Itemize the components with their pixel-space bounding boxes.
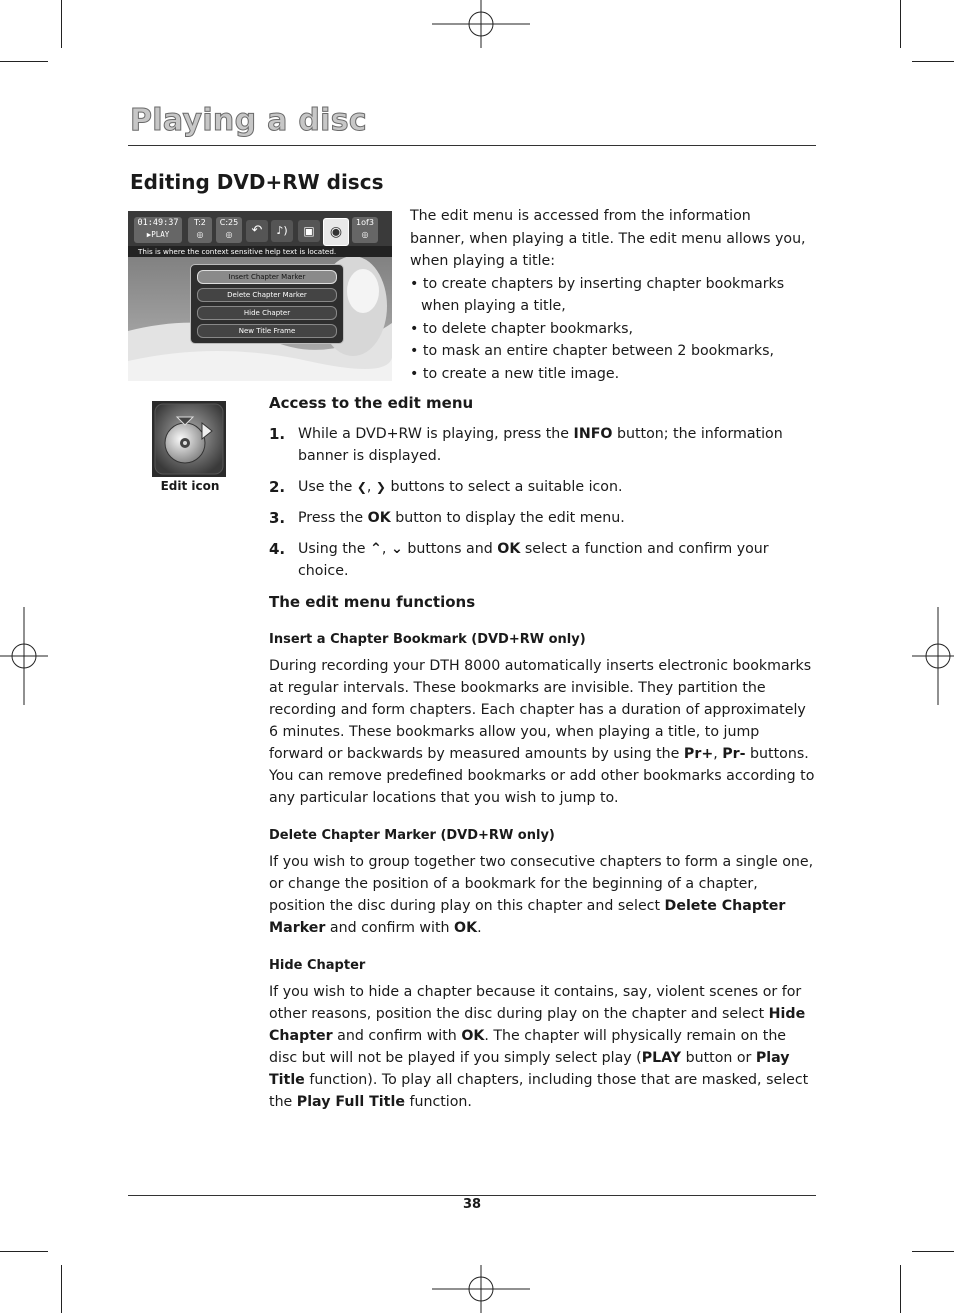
step-number: 1. bbox=[269, 425, 286, 443]
right-arrow-icon: ❯ bbox=[375, 480, 386, 494]
crop-mark bbox=[912, 61, 954, 62]
registration-mark bbox=[432, 1265, 530, 1313]
step-3 bbox=[269, 507, 817, 529]
menu-item-insert-chapter-marker[interactable]: Insert Chapter Marker bbox=[197, 270, 337, 284]
step-number: 3. bbox=[269, 509, 286, 527]
delete-paragraph: If you wish to group together two consecutive chapters to form a single one, or change the position of a bookmark for the beginning of a chapter, position the disc during play on this chapter and select Delete Chapter Marker and confirm with OK. bbox=[269, 854, 814, 936]
step-2 bbox=[269, 476, 817, 498]
up-arrow-icon: ⌃ bbox=[370, 541, 382, 557]
crop-mark bbox=[900, 1265, 901, 1313]
crop-mark bbox=[900, 0, 901, 48]
disc-icon: ◎ bbox=[361, 230, 369, 239]
screen-icon[interactable]: ▣ bbox=[298, 220, 320, 242]
hide-heading: Hide Chapter bbox=[269, 958, 366, 973]
edit-icon[interactable]: ◉ bbox=[323, 218, 349, 246]
registration-mark bbox=[432, 0, 530, 48]
time-readout: 01:49:37 ▶PLAY bbox=[134, 217, 182, 243]
menu-item-new-title-frame[interactable]: New Title Frame bbox=[197, 324, 337, 338]
step-text: While a DVD+RW is playing, press the INFO button; the information banner is displayed. bbox=[298, 426, 783, 464]
step-text: Use the ❮, ❯ buttons to select a suitable icon. bbox=[298, 479, 623, 495]
chapter-counter: C:25 ◎ bbox=[216, 217, 242, 243]
edit-icon-caption: Edit icon bbox=[160, 479, 220, 493]
access-heading: Access to the edit menu bbox=[269, 394, 474, 412]
header-rule bbox=[128, 145, 816, 146]
hide-paragraph: If you wish to hide a chapter because it contains, say, violent scenes or for other reasons, position the disc during play on the chapter and select Hide Chapter and confirm with OK. The chapter will physically remain on the disc but will not be played if you simply select play (PLAY button or Play Title function). To play all chapters, including those that are masked, select the Play Full Title function. bbox=[269, 984, 809, 1110]
help-text: This is where the context sensitive help text is located. bbox=[128, 246, 392, 257]
intro-bullet: • to delete chapter bookmarks, bbox=[410, 320, 634, 337]
audio-icon[interactable]: ♪) bbox=[271, 220, 293, 242]
edit-menu bbox=[190, 264, 344, 344]
section-heading: Editing DVD+RW discs bbox=[130, 170, 384, 194]
intro-text bbox=[410, 205, 810, 385]
footer-rule bbox=[128, 1195, 816, 1196]
down-arrow-icon: ⌄ bbox=[390, 541, 403, 557]
step-number: 2. bbox=[269, 478, 286, 496]
page-title: Playing a disc bbox=[130, 103, 367, 138]
step-1 bbox=[269, 423, 817, 467]
intro-bullet: • to create a new title image. bbox=[410, 365, 620, 382]
menu-item-delete-chapter-marker[interactable]: Delete Chapter Marker bbox=[197, 288, 337, 302]
return-icon[interactable]: ↶ bbox=[246, 220, 268, 242]
insert-heading: Insert a Chapter Bookmark (DVD+RW only) bbox=[269, 632, 586, 647]
of-counter: 1of3 ◎ bbox=[352, 217, 378, 243]
crop-mark bbox=[61, 0, 62, 48]
step-4 bbox=[269, 538, 817, 582]
edit-disc-icon bbox=[152, 401, 226, 477]
step-text: Press the OK button to display the edit menu. bbox=[298, 510, 625, 526]
disc-icon: ◎ bbox=[225, 230, 233, 239]
edit-menu-screenshot bbox=[128, 211, 392, 381]
crop-mark bbox=[0, 61, 48, 62]
crop-mark bbox=[912, 1251, 954, 1252]
functions-heading: The edit menu functions bbox=[269, 593, 476, 611]
crop-mark bbox=[0, 1251, 48, 1252]
intro-bullet: • to create chapters by inserting chapter bookmarks when playing a title, bbox=[410, 275, 785, 314]
disc-icon: ◎ bbox=[196, 230, 204, 239]
page-number: 38 bbox=[462, 1197, 482, 1212]
step-text: Using the ⌃, ⌄ buttons and OK select a function and confirm your choice. bbox=[298, 541, 769, 579]
menu-item-hide-chapter[interactable]: Hide Chapter bbox=[197, 306, 337, 320]
intro-paragraph: The edit menu is accessed from the information banner, when playing a title. The edit menu allows you, when playing a title: bbox=[410, 208, 806, 269]
title-counter: T:2 ◎ bbox=[188, 217, 212, 243]
registration-mark bbox=[912, 607, 954, 705]
info-banner bbox=[132, 215, 388, 245]
insert-paragraph: During recording your DTH 8000 automatically inserts electronic bookmarks at regular intervals. These bookmarks are invisible. They partition the recording and form chapters. Each chapter has a duration of approximately 6 minutes. These bookmarks allow you, when playing a title, to jump forward or backwards by measured amounts by using the Pr+, Pr- buttons. You can remove predefined bookmarks or add other bookmarks according to any particular locations that you wish to jump to. bbox=[269, 658, 815, 806]
registration-mark bbox=[0, 607, 48, 705]
main-content bbox=[269, 392, 817, 1113]
crop-mark bbox=[61, 1265, 62, 1313]
intro-bullet: • to mask an entire chapter between 2 bookmarks, bbox=[410, 343, 775, 359]
left-arrow-icon: ❮ bbox=[356, 480, 367, 494]
step-number: 4. bbox=[269, 540, 286, 558]
delete-heading: Delete Chapter Marker (DVD+RW only) bbox=[269, 828, 555, 843]
